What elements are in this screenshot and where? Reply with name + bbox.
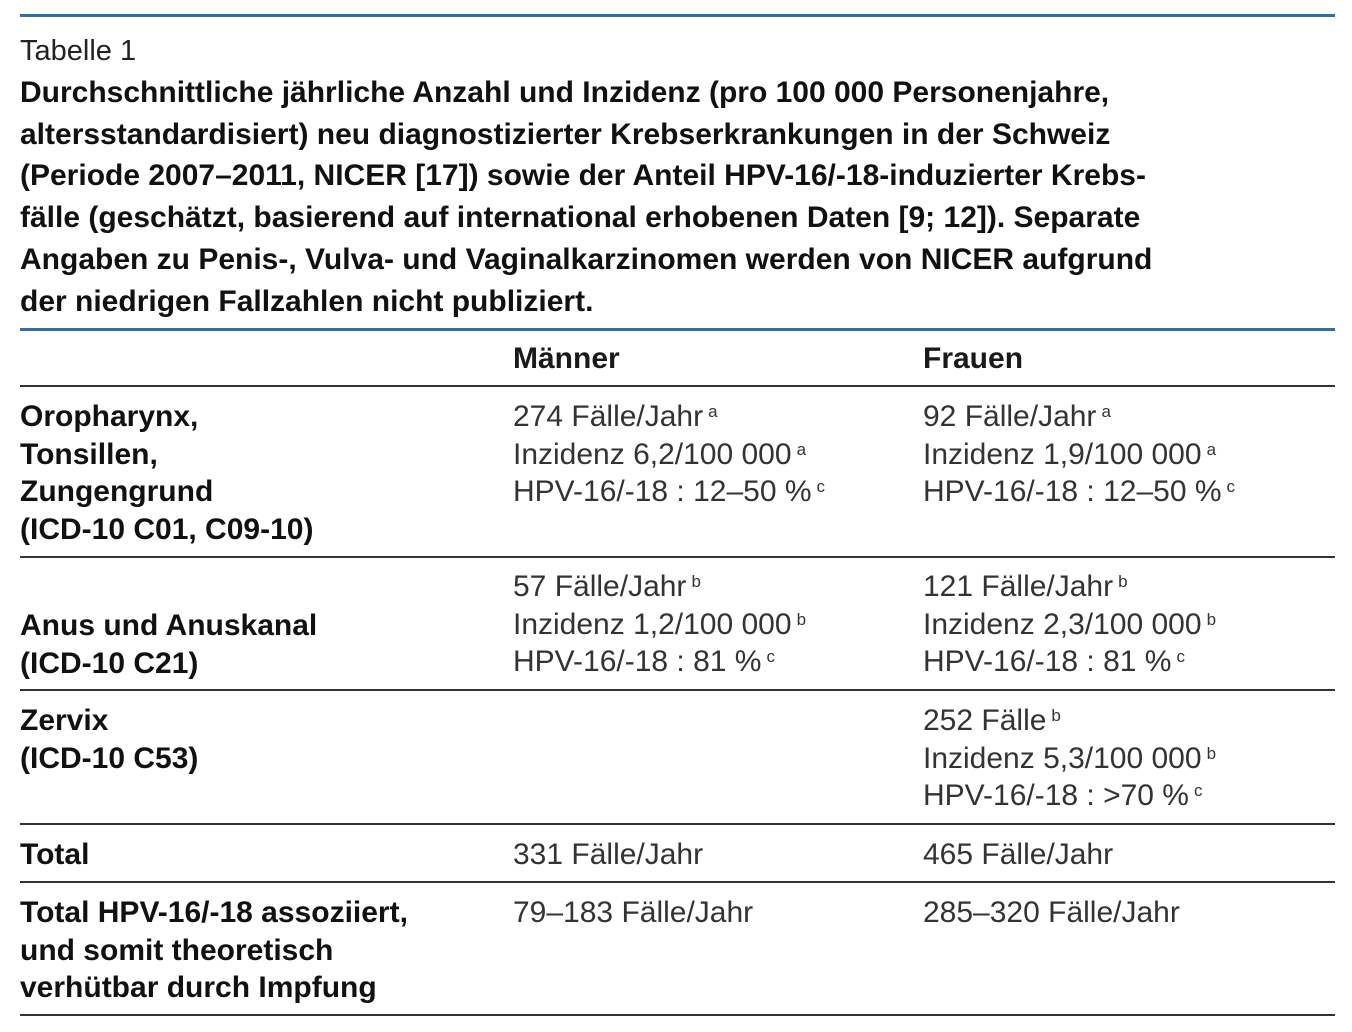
footnote-mark: b xyxy=(1206,609,1217,629)
header-bottom-rule xyxy=(20,385,1335,387)
footnote-mark: b xyxy=(1206,743,1217,763)
row-label-anus: Anus und Anuskanal (ICD-10 C21) xyxy=(20,609,318,680)
value-line: Inzidenz 1,2/100 000 $^b$ xyxy=(513,607,807,641)
value-line: Inzidenz 5,3/100 000 $^b$ xyxy=(923,741,1217,775)
value-line: 57 Fälle/Jahr $^b$ xyxy=(513,570,701,603)
footnote-mark: b xyxy=(1051,706,1061,725)
caption-line: Durchschnittliche jährliche Anzahl und Inzidenz (pro 100 000 Personenjahre, xyxy=(20,76,1110,109)
caption-line: altersstandardisiert) neu diagnostizierter Krebserkrankungen in der Schweiz xyxy=(20,117,1111,151)
row-label-zervix: Zervix (ICD-10 C53) xyxy=(20,704,199,775)
cell-oropharynx-women xyxy=(923,398,1235,511)
footnote-mark: a xyxy=(796,439,807,459)
column-header-women: Frauen xyxy=(923,342,1024,375)
footnote-mark: c xyxy=(816,477,826,497)
row-divider xyxy=(20,689,1335,691)
cell-zervix-women xyxy=(923,702,1216,815)
footnote-mark: c xyxy=(766,647,775,667)
cell-oropharynx-men xyxy=(513,398,825,511)
table-caption xyxy=(20,72,1320,322)
row-divider xyxy=(20,823,1335,825)
cell-total-hpv-men: 79–183 Fälle/Jahr xyxy=(513,896,754,929)
value-line: HPV-16/-18 : 81 % $^c$ xyxy=(923,645,1185,679)
value-line: 252 Fälle $^b$ xyxy=(923,704,1061,737)
footnote-mark: b xyxy=(1118,572,1128,591)
value-line: HPV-16/-18 : 12–50 % $^c$ xyxy=(513,475,826,509)
table-label: Tabelle 1 xyxy=(20,35,137,67)
caption-line: (Periode 2007–2011, NICER [17]) sowie der Anteil HPV-16/-18-induzierter Krebs- xyxy=(20,159,1146,193)
value-line: Inzidenz 1,9/100 000 $^a$ xyxy=(923,437,1217,471)
row-divider xyxy=(20,556,1335,558)
value-line: Inzidenz 2,3/100 000 $^b$ xyxy=(923,607,1217,641)
footnote-mark: a xyxy=(1206,439,1217,459)
footnote-mark: a xyxy=(708,402,718,421)
value-line: HPV-16/-18 : 12–50 % $^c$ xyxy=(923,475,1236,509)
caption-line: Angaben zu Penis-, Vulva- und Vaginalkarzinomen werden von NICER aufgrund xyxy=(20,242,1153,276)
value-line: 274 Fälle/Jahr $^a$ xyxy=(513,400,718,433)
column-header-men: Männer xyxy=(513,342,620,375)
cell-total-women: 465 Fälle/Jahr xyxy=(923,838,1114,871)
footnote-mark: b xyxy=(691,572,701,591)
footnote-mark: c xyxy=(1226,477,1236,497)
footnote-mark: b xyxy=(796,609,807,629)
row-label-total-hpv: Total HPV-16/-18 assoziiert, und somit theoretisch verhütbar durch Impfung xyxy=(20,896,408,1005)
footnote-mark: a xyxy=(1101,402,1111,421)
cell-total-men: 331 Fälle/Jahr xyxy=(513,838,704,871)
value-line: 121 Fälle/Jahr $^b$ xyxy=(923,570,1128,603)
value-line: 92 Fälle/Jahr $^a$ xyxy=(923,400,1111,433)
row-divider xyxy=(20,881,1335,883)
caption-line: der niedrigen Fallzahlen nicht publiziert. xyxy=(20,284,594,318)
cell-anus-men xyxy=(513,568,806,681)
footnote-mark: c xyxy=(1176,647,1185,667)
caption-line: fälle (geschätzt, basierend auf international erhobenen Daten [9; 12]). Separate xyxy=(20,201,1141,235)
value-line: HPV-16/-18 : 81 % $^c$ xyxy=(513,645,775,679)
value-line: Inzidenz 6,2/100 000 $^a$ xyxy=(513,437,807,471)
top-rule xyxy=(20,14,1335,17)
cell-anus-women xyxy=(923,568,1216,681)
footnote-mark: c xyxy=(1194,781,1203,801)
value-line: HPV-16/-18 : >70 % $^c$ xyxy=(923,779,1203,813)
row-label-total: Total xyxy=(20,838,90,871)
cell-total-hpv-women: 285–320 Fälle/Jahr xyxy=(923,896,1180,929)
bottom-rule xyxy=(20,1014,1335,1016)
row-label-oropharynx: Oropharynx, Tonsillen, Zungengrund (ICD-10 C01, C09-10) xyxy=(20,400,314,547)
header-top-rule xyxy=(20,328,1335,331)
